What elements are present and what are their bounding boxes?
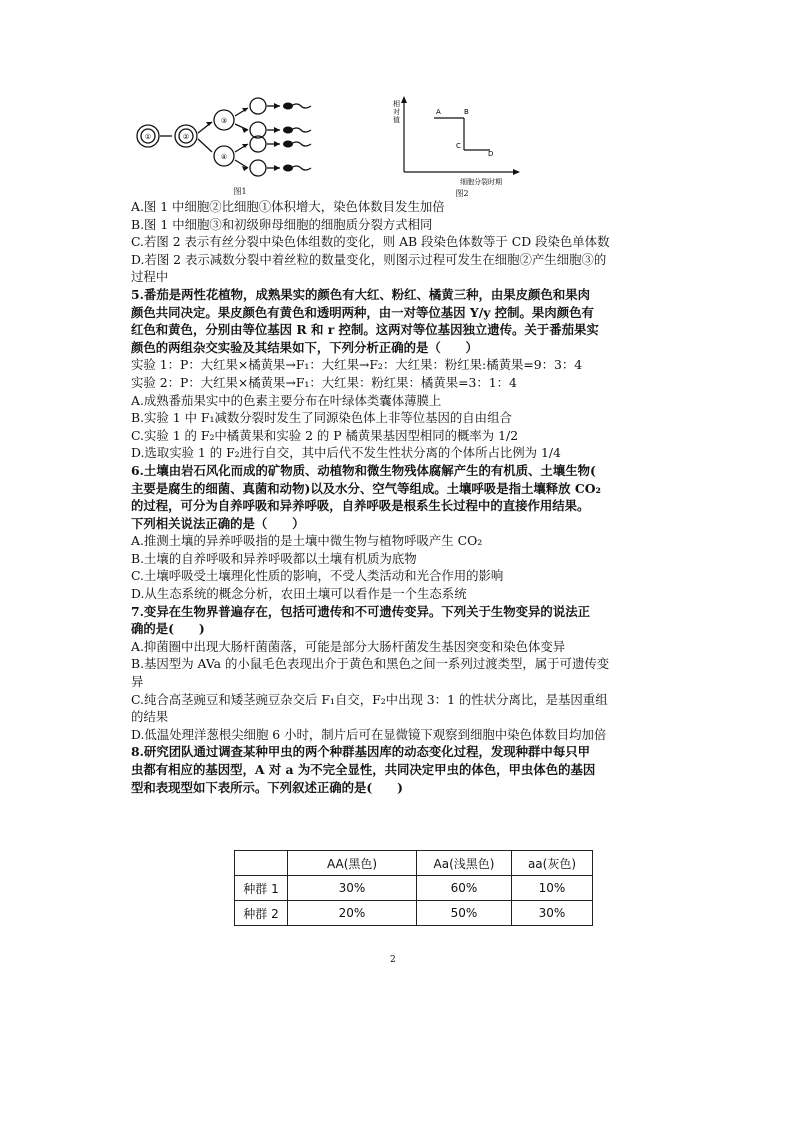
figure-1-caption: 图1 [233, 187, 247, 196]
question-text [131, 198, 671, 796]
table-header-cell: aa(灰色) [512, 851, 593, 876]
text-line: D.从生态系统的概念分析，农田土壤可以看作是一个生态系统 [131, 586, 467, 602]
point-b: B [464, 108, 469, 116]
text-line: 红色和黄色，分别由等位基因 R 和 r 控制。这两对等位基因独立遗传。关于番茄果实 [131, 322, 599, 338]
text-line: A.抑菌圈中出现大肠杆菌菌落，可能是部分大肠杆菌发生基因突变和染色体变异 [131, 638, 566, 654]
text-line: A.成熟番茄果实中的色素主要分布在叶绿体类囊体薄膜上 [131, 392, 442, 408]
table-cell: 30% [512, 901, 593, 926]
table-header-cell [235, 851, 288, 876]
table-row [235, 876, 593, 901]
text-line: B.图 1 中细胞③和初级卵母细胞的细胞质分裂方式相同 [131, 216, 433, 232]
text-line: 确的是( ) [131, 621, 205, 637]
figure-1 [128, 96, 338, 200]
table-cell: 50% [417, 901, 512, 926]
figure-2-graph [390, 96, 540, 200]
cell-1-label: ① [144, 133, 152, 141]
figure-2 [390, 96, 540, 200]
table-header-cell: Aa(浅黑色) [417, 851, 512, 876]
table-header-row [235, 851, 593, 876]
y-axis-label-1: 相 [393, 100, 400, 108]
text-line: 主要是腐生的细菌、真菌和动物)以及水分、空气等组成。土壤呼吸是指土壤释放 CO₂ [131, 480, 601, 496]
text-line: 型和表现型如下表所示。下列叙述正确的是( ) [131, 779, 403, 795]
cell-4-label: ④ [220, 153, 228, 161]
table-cell: 30% [288, 876, 417, 901]
table-cell: 20% [288, 901, 417, 926]
table-header-cell: AA(黑色) [288, 851, 417, 876]
text-line: 实验 1：P：大红果×橘黄果→F₁：大红果→F₂：大红果：粉红果:橘黄果=9：3：4 [131, 357, 583, 373]
figure-2-caption: 图2 [455, 189, 469, 198]
text-line: B.土壤的自养呼吸和异养呼吸都以土壤有机质为底物 [131, 550, 417, 566]
text-line: 颜色的两组杂交实验及其结果如下，下列分析正确的是（ ） [131, 339, 478, 355]
text-line: C.土壤呼吸受土壤理化性质的影响，不受人类活动和光合作用的影响 [131, 568, 504, 584]
text-line: D.低温处理洋葱根尖细胞 6 小时，制片后可在显微镜下观察到细胞中染色体数目均加倍 [131, 726, 607, 742]
table-cell: 种群 2 [235, 901, 288, 926]
point-d: D [488, 150, 494, 158]
table-row [235, 901, 593, 926]
y-axis-label-2: 对 [393, 108, 400, 116]
text-line: 过程中 [131, 269, 169, 285]
text-line: 下列相关说法正确的是（ ） [131, 515, 305, 531]
text-line: 6.土壤由岩石风化而成的矿物质、动植物和微生物残体腐解产生的有机质、土壤生物( [131, 462, 596, 478]
table-cell: 10% [512, 876, 593, 901]
text-line: 实验 2：P：大红果×橘黄果→F₁：大红果：粉红果：橘黄果=3：1：4 [131, 374, 517, 390]
text-line: C.纯合高茎豌豆和矮茎豌豆杂交后 F₁自交，F₂中出现 3：1 的性状分离比，是基因重组 [131, 691, 608, 707]
genotype-table [234, 850, 593, 926]
text-line: 的过程，可分为自养呼吸和异养呼吸，自养呼吸是根系生长过程中的直接作用结果。 [131, 498, 590, 514]
y-axis-label-3: 值 [393, 116, 400, 124]
text-line: C.实验 1 的 F₂中橘黄果和实验 2 的 P 橘黄果基因型相同的概率为 1/2 [131, 427, 519, 443]
cell-2-label: ② [182, 133, 190, 141]
cell-3-label: ③ [220, 117, 228, 125]
text-line: 异 [131, 674, 144, 690]
figures [128, 96, 548, 200]
page-number: 2 [390, 955, 396, 965]
x-axis-label: 细胞分裂时期 [460, 178, 502, 186]
text-line: 5.番茄是两性花植物，成熟果实的颜色有大红、粉红、橘黄三种，由果皮颜色和果肉 [131, 286, 590, 302]
figure-1-diagram [128, 96, 338, 200]
text-line: A.图 1 中细胞②比细胞①体积增大，染色体数目发生加倍 [131, 199, 445, 214]
text-line: 的结果 [131, 709, 169, 725]
text-line: A.推测土壤的异养呼吸指的是土壤中微生物与植物呼吸产生 CO₂ [131, 533, 483, 549]
point-c: C [456, 142, 461, 150]
point-a: A [436, 108, 441, 116]
table-cell: 60% [417, 876, 512, 901]
text-line: 虫都有相应的基因型，A 对 a 为不完全显性，共同决定甲虫的体色，甲虫体色的基因 [131, 762, 596, 777]
text-line: C.若图 2 表示有丝分裂中染色体组数的变化，则 AB 段染色体数等于 CD 段染色单体数 [131, 234, 610, 250]
text-line: D.若图 2 表示减数分裂中着丝粒的数量变化，则图示过程可发生在细胞②产生细胞③的 [131, 251, 607, 267]
text-line: B.基因型为 AVa 的小鼠毛色表现出介于黄色和黑色之间一系列过渡类型，属于可遗传变 [131, 656, 610, 672]
text-line: 7.变异在生物界普遍存在，包括可遗传和不可遗传变异。下列关于生物变异的说法正 [131, 603, 590, 619]
text-line: B.实验 1 中 F₁减数分裂时发生了同源染色体上非等位基因的自由组合 [131, 410, 512, 426]
table-cell: 种群 1 [235, 876, 288, 901]
text-line: 8.研究团队通过调查某种甲虫的两个种群基因库的动态变化过程，发现种群中每只甲 [131, 744, 590, 760]
text-line: D.选取实验 1 的 F₂进行自交，其中后代不发生性状分离的个体所占比例为 1/4 [131, 445, 561, 461]
text-line: 颜色共同决定。果皮颜色有黄色和透明两种，由一对等位基因 Y/y 控制。果肉颜色有 [131, 304, 594, 320]
